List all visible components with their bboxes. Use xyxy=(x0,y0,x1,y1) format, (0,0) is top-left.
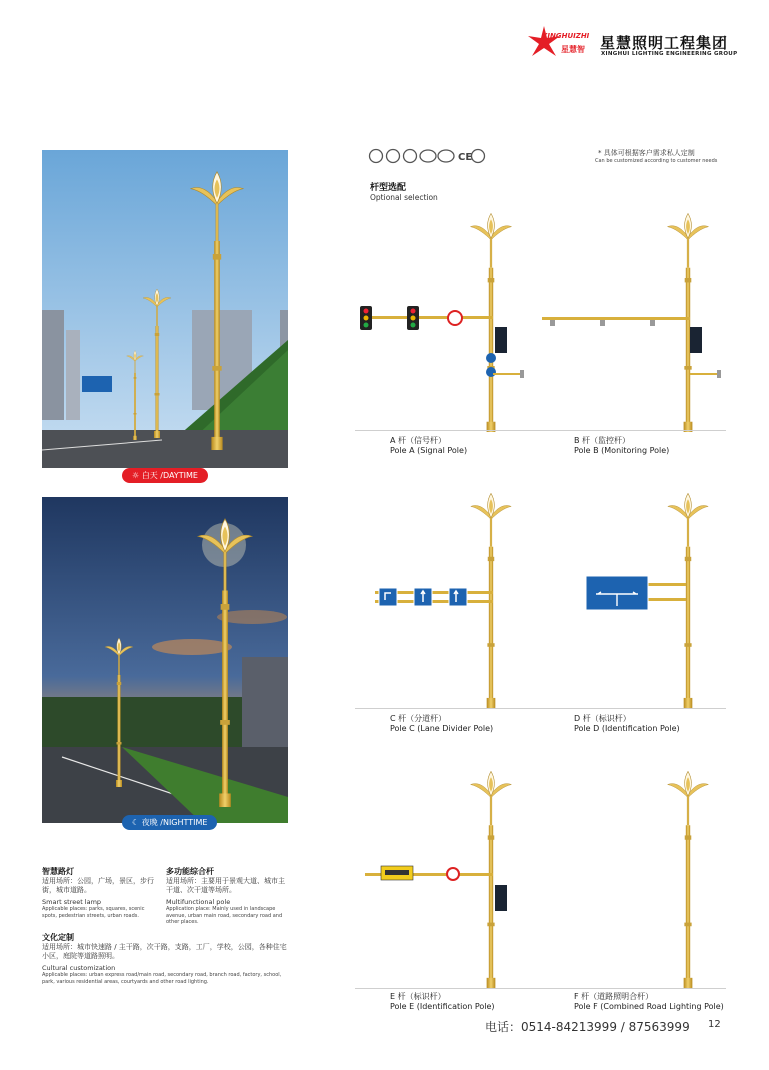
feature-places-en: Applicable places: parks, squares, scenic spots, pedestrian streets, urban roads. xyxy=(42,906,145,919)
customization-note-cn: * 具体可根据客户需求私人定制 xyxy=(598,149,695,157)
daytime-photo xyxy=(42,150,288,480)
company-name-en: XINGHUI LIGHTING ENGINEERING GROUP xyxy=(601,51,738,57)
pole-e-caption-en: Pole E (Identification Pole) xyxy=(390,1002,495,1011)
nighttime-badge: ☾ 夜晚 /NIGHTTIME xyxy=(122,815,217,830)
company-name-cn: 星慧照明工程集团 xyxy=(600,34,729,52)
footer-phone: 电话：0514-84213999 / 87563999 xyxy=(485,1020,690,1034)
svg-text:CE: CE xyxy=(458,152,473,163)
section-title: 杆型选配 xyxy=(370,183,407,193)
feature-title-en: Multifunctional pole xyxy=(166,898,231,906)
nighttime-photo xyxy=(42,497,288,827)
pole-e-caption-cn: E 杆（标识杆） xyxy=(390,992,446,1001)
feature-cultural-customization xyxy=(42,932,290,985)
feature-title-en: Smart street lamp xyxy=(42,898,102,906)
pole-d-caption-en: Pole D (Identification Pole) xyxy=(574,724,680,733)
feature-multifunction-pole xyxy=(166,866,290,926)
feature-title-cn: 多功能综合杆 xyxy=(166,867,214,876)
pole-d-illustration xyxy=(538,490,726,710)
pole-c-caption-cn: C 杆（分道杆） xyxy=(390,714,447,723)
pole-b-illustration xyxy=(538,210,726,432)
daytime-badge: ☼ 白天 /DAYTIME xyxy=(122,468,208,483)
pole-a-caption-cn: A 杆（信号杆） xyxy=(390,436,447,445)
brand-latin: XINGHUIZHI xyxy=(542,32,590,40)
feature-smart-lamp xyxy=(42,866,160,919)
certification-icons xyxy=(368,148,486,164)
pole-a-illustration xyxy=(355,210,545,432)
pole-c-illustration xyxy=(355,490,545,710)
pole-c-caption-en: Pole C (Lane Divider Pole) xyxy=(390,724,494,733)
section-subtitle: Optional selection xyxy=(370,193,438,202)
pole-f-caption-cn: F 杆（道路照明合杆） xyxy=(574,992,654,1001)
feature-places-cn: 适用场所：公园，广场，景区，步行街，城市道路。 xyxy=(42,877,154,894)
pole-f-illustration xyxy=(538,768,726,990)
brand-cn-small: 星慧智 xyxy=(561,45,585,54)
pole-e-illustration xyxy=(355,768,545,990)
customization-note-en: Can be customized according to customer needs xyxy=(595,158,718,164)
pole-f-caption-en: Pole F (Combined Road Lighting Pole) xyxy=(574,1002,724,1011)
pole-d-caption-cn: D 杆（标识杆） xyxy=(574,714,631,723)
feature-places-en: Application place: Mainly used in landscape avenue, urban main road, secondary road and other places. xyxy=(166,906,283,925)
feature-title-cn: 文化定制 xyxy=(42,933,74,942)
feature-places-cn: 适用场所：主要用于景观大道、城市主干道、次干道等场所。 xyxy=(166,877,285,894)
feature-places-en: Applicable places: urban express road/main road, secondary road, branch road, factory, school, park, various residential areas, courtyards and other road lighting. xyxy=(42,972,282,985)
page-number: 12 xyxy=(708,1019,721,1030)
pole-b-caption-cn: B 杆（监控杆） xyxy=(574,436,631,445)
feature-title-en: Cultural customization xyxy=(42,964,116,972)
feature-places-cn: 适用场所：城市快速路 / 主干路，次干路，支路，工厂，学校，公园，各种住宅小区，庭院等道路照明。 xyxy=(42,943,287,960)
pole-a-caption-en: Pole A (Signal Pole) xyxy=(390,446,468,455)
pole-b-caption-en: Pole B (Monitoring Pole) xyxy=(574,446,670,455)
feature-title-cn: 智慧路灯 xyxy=(42,867,74,876)
